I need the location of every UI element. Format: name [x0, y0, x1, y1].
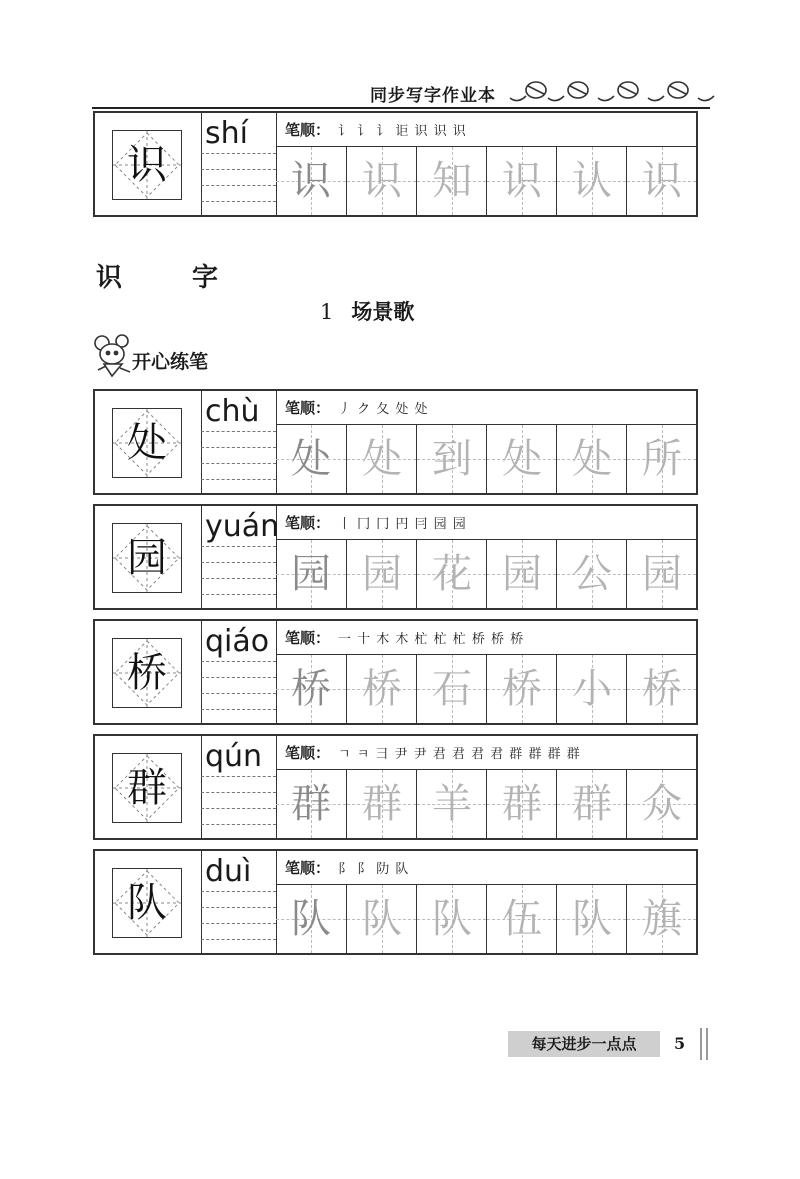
model-character: 处: [127, 420, 167, 466]
page-number: 5: [674, 1034, 686, 1053]
stroke-order-label: 笔顺：: [285, 121, 331, 139]
trace-cell[interactable]: [276, 147, 346, 215]
pinyin: yuán: [205, 509, 280, 544]
trace-cell[interactable]: [626, 540, 696, 608]
trace-cell[interactable]: [276, 885, 346, 953]
lesson-number: 1: [320, 300, 334, 324]
trace-cell[interactable]: [556, 655, 626, 723]
leaf-vine-decoration: [508, 76, 718, 106]
trace-character: 园: [642, 551, 682, 597]
trace-character: 识: [291, 158, 331, 204]
pinyin-guide-lines[interactable]: [201, 661, 276, 723]
practice-row: [93, 849, 698, 955]
trace-cell[interactable]: [416, 655, 486, 723]
trace-character: 羊: [432, 781, 472, 827]
model-character: 识: [127, 142, 167, 188]
trace-grid: [276, 425, 696, 493]
model-character: 桥: [127, 650, 167, 696]
trace-cell[interactable]: [346, 540, 416, 608]
trace-cell[interactable]: [486, 770, 556, 838]
stroke-order-label: 笔顺：: [285, 399, 331, 417]
trace-character: 处: [502, 436, 542, 482]
trace-character: 旗: [642, 896, 682, 942]
trace-cell[interactable]: [346, 655, 416, 723]
character-cell: [95, 113, 202, 215]
trace-character: 群: [502, 781, 542, 827]
header-rule: [92, 107, 710, 109]
trace-cell[interactable]: [416, 147, 486, 215]
trace-character: 小: [572, 666, 612, 712]
lesson-name: 场景歌: [351, 299, 415, 324]
trace-cell[interactable]: [486, 655, 556, 723]
trace-character: 到: [432, 436, 472, 482]
trace-character: 识: [362, 158, 402, 204]
stroke-order-sequence: ㄱ ㅋ 彐 尹 尹 君 君 君 君 群 群 群 群: [338, 747, 581, 762]
trace-cell[interactable]: [556, 770, 626, 838]
pinyin-guide-lines[interactable]: [201, 153, 276, 215]
character-cell: [95, 391, 202, 493]
trace-character: 知: [432, 158, 472, 204]
stroke-order-sequence: 讠 讠 讠 讵 识 识 识: [338, 124, 467, 139]
pinyin-cell: [201, 851, 277, 953]
trace-cell[interactable]: [556, 147, 626, 215]
tian-grid-box: [112, 408, 182, 478]
trace-character: 处: [572, 436, 612, 482]
pinyin-guide-lines[interactable]: [201, 431, 276, 493]
stroke-order-label: 笔顺：: [285, 629, 331, 647]
lesson-title: [320, 296, 414, 326]
trace-grid: [276, 540, 696, 608]
trace-grid: [276, 885, 696, 953]
stroke-order-sequence: 丿 ク 夂 处 处: [338, 402, 429, 417]
trace-character: 所: [642, 436, 682, 482]
pinyin-cell: [201, 113, 277, 215]
pinyin-cell: [201, 391, 277, 493]
stroke-order-sequence: 一 十 木 木 杧 杧 杧 桥 桥 桥: [338, 632, 525, 647]
tian-grid-box: [112, 753, 182, 823]
practice-label: 开心练笔: [132, 351, 209, 373]
mouse-mascot-icon: [92, 334, 134, 378]
tian-grid-box: [112, 638, 182, 708]
stroke-order-label: 笔顺：: [285, 859, 331, 877]
pinyin: chù: [205, 394, 260, 429]
trace-character: 桥: [291, 666, 331, 712]
trace-character: 群: [362, 781, 402, 827]
trace-cell[interactable]: [346, 147, 416, 215]
trace-cell[interactable]: [276, 655, 346, 723]
trace-cell[interactable]: [486, 885, 556, 953]
trace-cell[interactable]: [556, 425, 626, 493]
trace-cell[interactable]: [626, 425, 696, 493]
trace-character: 伍: [502, 896, 542, 942]
stroke-order-bar: [276, 621, 696, 655]
trace-cell[interactable]: [486, 147, 556, 215]
trace-cell[interactable]: [626, 885, 696, 953]
trace-character: 众: [642, 781, 682, 827]
stroke-order-sequence: 丨 冂 冂 円 冃 园 园: [338, 517, 467, 532]
footer-slogan: 每天进步一点点: [508, 1031, 660, 1057]
trace-cell[interactable]: [416, 425, 486, 493]
pinyin: qún: [205, 739, 263, 774]
pinyin-guide-lines[interactable]: [201, 891, 276, 953]
trace-character: 队: [362, 896, 402, 942]
trace-grid: [276, 655, 696, 723]
trace-cell[interactable]: [416, 540, 486, 608]
model-character: 园: [127, 535, 167, 581]
trace-cell[interactable]: [346, 770, 416, 838]
tian-grid-box: [112, 523, 182, 593]
trace-cell[interactable]: [626, 655, 696, 723]
trace-grid: [276, 770, 696, 838]
trace-character: 园: [291, 551, 331, 597]
stroke-order-label: 笔顺：: [285, 514, 331, 532]
trace-character: 桥: [362, 666, 402, 712]
pinyin-cell: [201, 506, 280, 608]
trace-character: 石: [432, 666, 472, 712]
trace-character: 处: [291, 436, 331, 482]
trace-character: 队: [572, 896, 612, 942]
practice-row: [93, 111, 698, 217]
trace-character: 花: [432, 551, 472, 597]
stroke-order-label: 笔顺：: [285, 744, 331, 762]
trace-character: 识: [502, 158, 542, 204]
model-character: 群: [127, 765, 167, 811]
trace-character: 队: [432, 896, 472, 942]
trace-character: 处: [362, 436, 402, 482]
stroke-order-bar: [276, 113, 696, 147]
section-heading: 识 字: [96, 263, 241, 293]
footer-bars: [700, 1028, 712, 1060]
trace-character: 群: [291, 781, 331, 827]
trace-character: 桥: [642, 666, 682, 712]
pinyin-cell: [201, 621, 277, 723]
trace-cell[interactable]: [276, 540, 346, 608]
trace-cell[interactable]: [346, 885, 416, 953]
trace-grid: [276, 147, 696, 215]
trace-cell[interactable]: [416, 885, 486, 953]
character-cell: [95, 851, 202, 953]
trace-cell[interactable]: [416, 770, 486, 838]
pinyin-cell: [201, 736, 277, 838]
tian-grid-box: [112, 868, 182, 938]
trace-character: 桥: [502, 666, 542, 712]
trace-cell[interactable]: [346, 425, 416, 493]
practice-row: [93, 619, 698, 725]
trace-character: 园: [362, 551, 402, 597]
tian-grid-box: [112, 130, 182, 200]
practice-row: [93, 734, 698, 840]
trace-character: 识: [642, 158, 682, 204]
stroke-order-sequence: 阝 阝 阞 队: [338, 862, 410, 877]
stroke-order-bar: [276, 851, 696, 885]
pinyin: qiáo: [205, 624, 270, 659]
trace-cell[interactable]: [556, 885, 626, 953]
trace-cell[interactable]: [276, 425, 346, 493]
character-cell: [95, 736, 202, 838]
pinyin: shí: [205, 116, 248, 151]
trace-character: 认: [572, 158, 612, 204]
practice-row: [93, 389, 698, 495]
trace-character: 园: [502, 551, 542, 597]
pinyin-guide-lines[interactable]: [201, 776, 276, 838]
trace-cell[interactable]: [626, 770, 696, 838]
trace-cell[interactable]: [556, 540, 626, 608]
character-cell: [95, 621, 202, 723]
trace-cell[interactable]: [276, 770, 346, 838]
trace-cell[interactable]: [486, 425, 556, 493]
practice-row: [93, 504, 698, 610]
stroke-order-bar: [276, 391, 696, 425]
trace-cell[interactable]: [626, 147, 696, 215]
character-cell: [95, 506, 202, 608]
pinyin: duì: [205, 854, 252, 889]
model-character: 队: [127, 880, 167, 926]
trace-character: 队: [291, 896, 331, 942]
trace-character: 群: [572, 781, 612, 827]
stroke-order-bar: [276, 736, 696, 770]
pinyin-guide-lines[interactable]: [201, 546, 276, 608]
stroke-order-bar: [276, 506, 696, 540]
trace-cell[interactable]: [486, 540, 556, 608]
workbook-title: 同步写字作业本: [370, 86, 496, 106]
trace-character: 公: [572, 551, 612, 597]
